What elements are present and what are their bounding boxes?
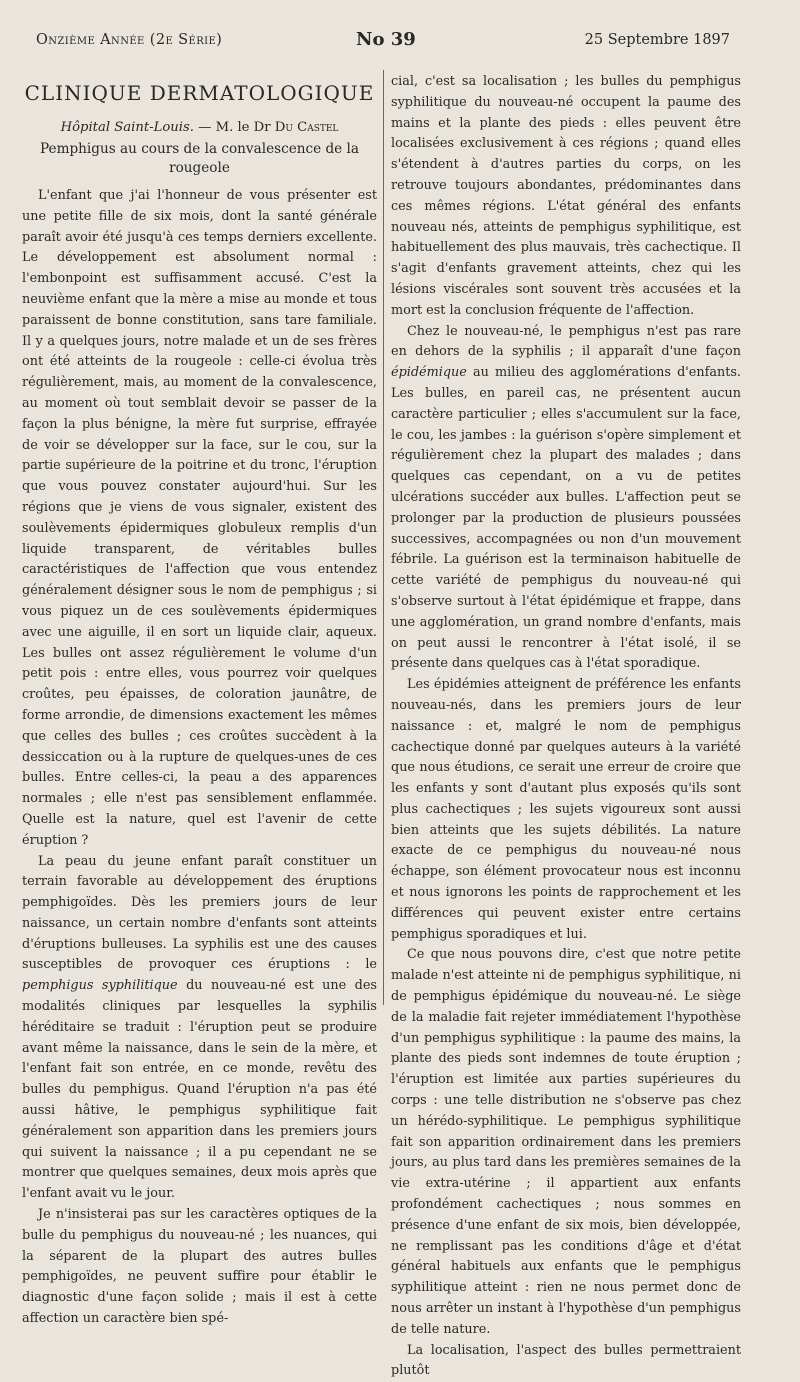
italic-term: épidémique — [391, 365, 467, 381]
issue-number: No 39 — [356, 29, 416, 50]
volume-series-label: Onzième Année (2e Série) — [36, 32, 223, 48]
byline-separator: — M. le Dr — [198, 120, 271, 135]
left-column — [22, 72, 377, 1327]
paragraph: Chez le nouveau-né, le pemphigus n'est pas rare en dehors de la syphilis ; il apparaît d'une façon épidémique au milieu des agglomérations d'enfants. Les bulles, en pareil cas, ne présentent aucun caractère particulier ; elles s'accumulent sur la face, le cou, les jambes : la guérison s'opère simplement et régulièrement chez la plupart des malades ; dans quelques cas cependant, on a vu de petites ulcérations succéder aux bulles. L'affection peut se prolonger par la production de plusieurs poussées successives, accompagnées ou non d'un mouvement fébrile. La guérison est la terminaison habituelle de cette variété de pemphigus du nouveau-né qui s'observe surtout à l'état épidémique et frappe, dans une agglomération, un grand nombre d'enfants, mais on peut aussi le rencontrer à l'état isolé, il se présente dans quelques cas à l'état sporadique. — [391, 323, 741, 672]
paragraph-continued: cial, c'est sa localisation ; les bulles du pemphigus syphilitique du nouveau-né occupent la paume des mains et la plante des pieds : elles peuvent être localisées exclusivement à ces régions ; quand elles s'étendent à d'autres parties du corps, on les retrouve toujours abondantes, prédominantes dans ces mêmes régions. L'état général des enfants nouveau nés, atteints de pemphigus syphilitique, est habituellement des plus mauvais, très cachectique. Il s'agit d'enfants gravement atteints, chez qui les lésions viscérales sont souvent très accusées et la mort est la conclusion fréquente de l'affection. — [391, 74, 741, 318]
paragraph: La localisation, l'aspect des bulles permettraient plutôt — [391, 1342, 741, 1379]
paragraph: Les épidémies atteignent de préférence les enfants nouveau-nés, dans les premiers jours de leur naissance : et, malgré le nom de pemphigus cachectique donné par quelques auteurs à la variété que nous étudions, ce serait une erreur de croire que les enfants y sont d'autant plus exposés qu'ils sont plus cachectiques ; les sujets vigoureux sont aussi bien atteints que les sujets débilités. La nature exacte de ce pemphigus du nouveau-né nous échappe, son élément provocateur nous est inconnu et nous ignorons les points de rapprochement et les différences qui peuvent exister entre certains pemphigus sporadiques et lui. — [391, 677, 741, 942]
paragraph: La peau du jeune enfant paraît constituer un terrain favorable au développement des éruptions pemphigoïdes. Dès les premiers jours de leur naissance, un certain nombre d'enfants sont atteints d'éruptions bulleuses. La syphilis est une des causes susceptibles de provoquer ces éruptions : le pemphigus syphilitique du nouveau-né est une des modalités cliniques par lesquelles la syphilis héréditaire se traduit : l'éruption peut se produire avant même la naissance, dans le sein de la mère, et l'enfant fait son entrée, en ce monde, revêtu des bulles du pemphigus. Quand l'éruption n'a pas été aussi hâtive, le pemphigus syphilitique fait généralement son apparition dans les premiers jours qui suivent la naissance ; il a pu cependant ne se montrer que quelques semaines, deux mois après que l'enfant avait vu le jour. — [22, 853, 377, 1202]
paragraph: Ce que nous pouvons dire, c'est que notre petite malade n'est atteinte ni de pemphigus syphilitique, ni de pemphigus épidémique du nouveau-né. Le siège de la maladie fait rejeter immédiatement l'hypothèse d'un pemphigus syphilitique : la paume des mains, la plante des pieds sont indemnes de toute éruption ; l'éruption est limitée aux parties supérieures du corps : une telle distribution ne s'observe pas chez un hérédo-syphilitique. Le pemphigus syphilitique fait son apparition ordinairement dans les premiers jours, au plus tard dans les premières semaines de la vie extra-utérine ; il appartient aux enfants profondément cachectiques ; nous sommes en présence d'une enfant de six mois, bien développée, ne remplissant pas les conditions d'âge et d'état général habituels aux enfants que le pemphigus syphilitique atteint : rien ne nous permet donc de nous arrêter un instant à l'hypothèse d'un pemphigus de telle nature. — [391, 947, 741, 1337]
paragraph: L'enfant que j'ai l'honneur de vous présenter est une petite fille de six mois, dont la santé générale paraît avoir été jusqu'à ces temps derniers excellente. Le développement est absolument normal : l'embonpoint est suffisamment accusé. C'est la neuvième enfant que la mère a mise au monde et tous paraissent de bonne constitution, sans tare familiale. Il y a quelques jours, notre malade et un de ses frères ont été atteints de la rougeole : celle-ci évolua très régulièrement, mais, au moment de la convalescence, au moment où tout semblait devoir se passer de la façon la plus bénigne, la mère fut surprise, effrayée de voir se développer sur la face, sur le cou, sur la partie supérieure de la poitrine et du tronc, l'éruption que vous pouvez constater aujourd'hui. Sur les régions que je viens de vous signaler, existent des soulèvements épidermiques globuleux remplis d'un liquide transparent, de véritables bulles caractéristiques de l'affection que vous entendez généralement désigner sous le nom de pemphigus ; si vous piquez un de ces soulèvements épidermiques avec une aiguille, il en sort un liquide clair, aqueux. Les bulles ont assez régulièrement le volume d'un petit pois : entre elles, vous pourrez voir quelques croûtes, peu épaisses, de coloration jaunâtre, de forme arrondie, de dimensions exactement les mêmes que celles des bulles ; ces croûtes succèdent à la dessiccation ou à la rupture de quelques-unes de ces bulles. Entre celles-ci, la peau a des apparences normales ; elle n'est pas sensiblement enflammée. Quelle est la nature, quel est l'avenir de cette éruption ? — [22, 188, 377, 848]
paragraph: Je n'insisterai pas sur les caractères optiques de la bulle du pemphigus du nouveau-né ; les nuances, qui la séparent de la plupart des autres bulles pemphigoïdes, ne peuvent suffire pour établir le diagnostic d'une façon solide ; mais il est à cette affection un caractère bien spé- — [22, 1207, 377, 1327]
running-header — [36, 28, 730, 52]
right-column — [391, 72, 741, 1379]
column-divider — [383, 70, 384, 1005]
issue-date: 25 Septembre 1897 — [584, 32, 730, 48]
italic-term: pemphigus syphilitique — [22, 978, 178, 994]
byline-author: Du Castel — [274, 120, 339, 135]
byline-hospital: Hôpital Saint-Louis. — [60, 120, 194, 135]
article-subtitle: Pemphigus au cours de la convalescence de la rougeole — [39, 141, 359, 176]
byline — [22, 118, 377, 138]
section-title: CLINIQUE DERMATOLOGIQUE — [24, 81, 375, 105]
